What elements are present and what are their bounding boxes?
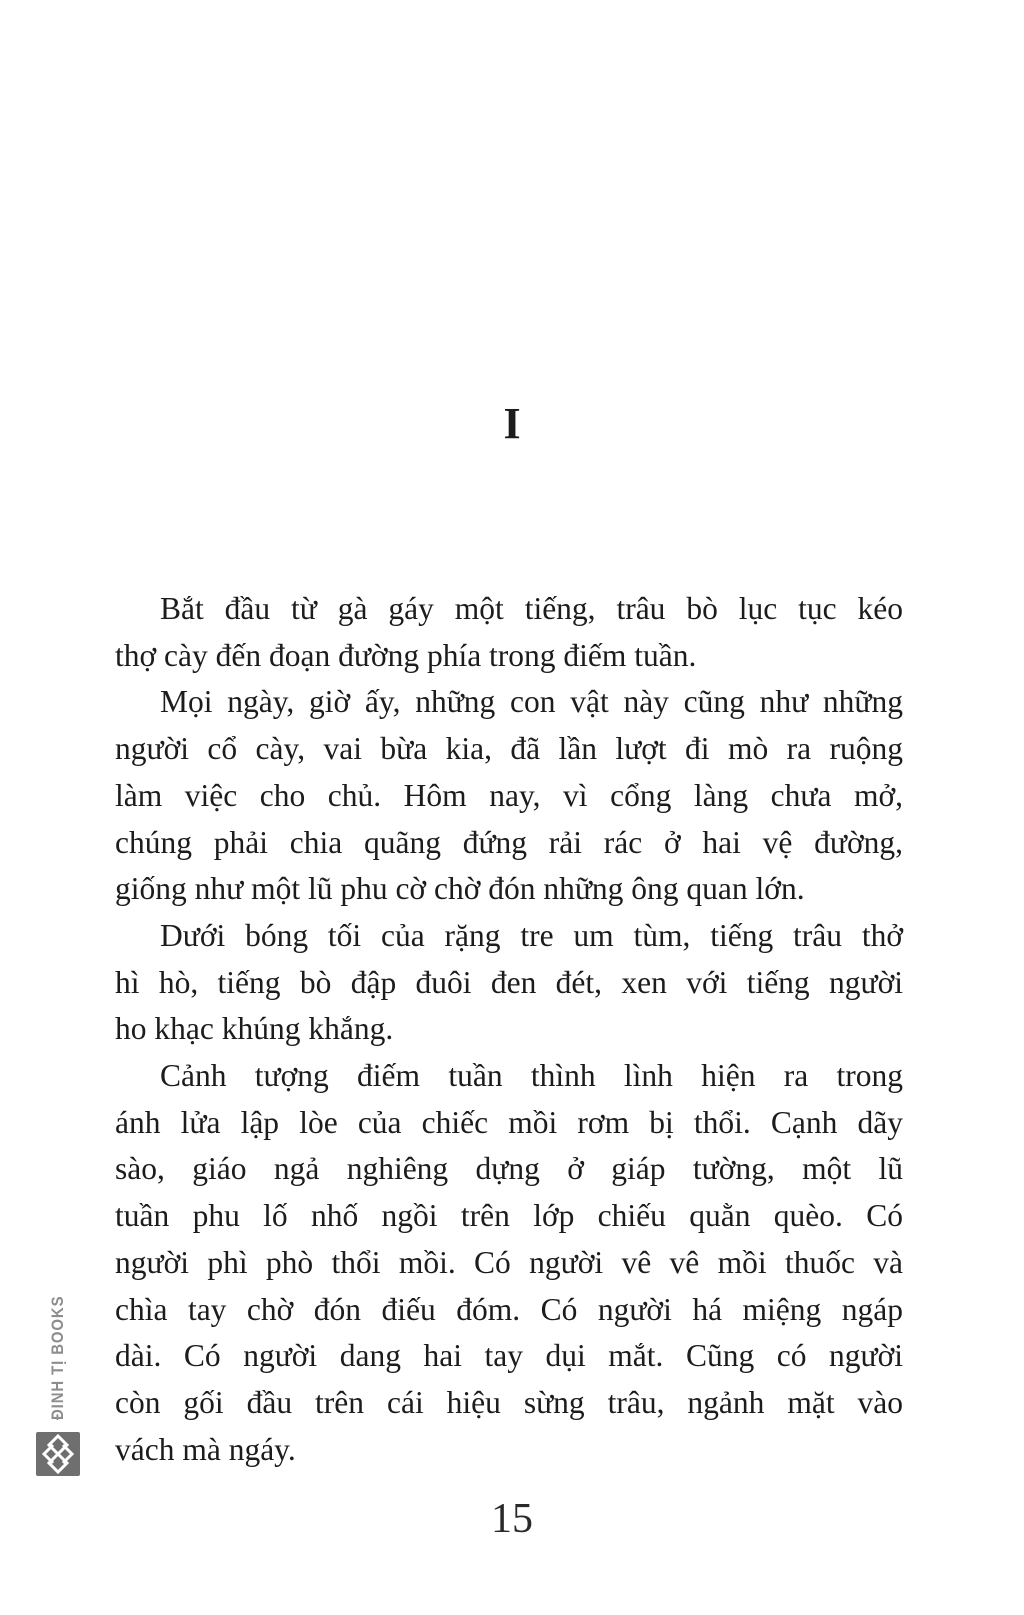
text-line: Bắt đầu từ gà gáy một tiếng, trâu bò lục tục kéo [160, 591, 903, 626]
text-line: ho khạc khúng khắng. [115, 1011, 394, 1047]
page-number: 15 [491, 1496, 533, 1542]
body-text [115, 586, 903, 1473]
diamond-motif-icon [36, 1432, 80, 1476]
text-line: Cảnh tượng điếm tuần thình lình hiện ra trong [160, 1058, 903, 1094]
text-line: ánh lửa lập lòe của chiếc mồi rơm bị thổi. Cạnh dãy [115, 1104, 903, 1140]
text-line: người cổ cày, vai bừa kia, đã lần lượt đi mò ra ruộng [115, 731, 903, 767]
text-line: tuần phu lố nhố ngồi trên lớp chiếu quằn quèo. Có [115, 1198, 903, 1234]
paragraph [115, 586, 903, 679]
text-line: Dưới bóng tối của rặng tre um tùm, tiếng trâu thở [160, 917, 903, 953]
text-line: hì hò, tiếng bò đập đuôi đen đét, xen với tiếng người [115, 964, 903, 1000]
paragraph [115, 913, 903, 1053]
paragraph [115, 679, 903, 913]
publisher-name: ĐINH TỊ BOOKS [48, 1295, 67, 1420]
text-line: chúng phải chia quãng đứng rải rác ở hai vệ đường, [115, 824, 903, 860]
text-line: sào, giáo ngả nghiêng dựng ở giáp tường, một lũ [115, 1151, 903, 1187]
text-line: vách mà ngáy. [115, 1431, 296, 1467]
text-line: giống như một lũ phu cờ chờ đón những ông quan lớn. [115, 871, 805, 907]
text-line: người phì phò thổi mồi. Có người vê vê mồi thuốc và [115, 1244, 903, 1280]
paragraph [115, 1053, 903, 1473]
text-line: thợ cày đến đoạn đường phía trong điếm tuần. [115, 637, 697, 673]
text-line: chìa tay chờ đón điếu đóm. Có người há miệng ngáp [115, 1291, 903, 1327]
text-line: còn gối đầu trên cái hiệu sừng trâu, ngảnh mặt vào [115, 1384, 903, 1420]
text-line: làm việc cho chủ. Hôm nay, vì cổng làng chưa mở, [115, 777, 903, 813]
chapter-heading: I [503, 399, 521, 448]
text-line: dài. Có người dang hai tay dụi mắt. Cũng có người [115, 1338, 903, 1374]
text-line: Mọi ngày, giờ ấy, những con vật này cũng như những [160, 684, 903, 720]
publisher-logo-icon [36, 1432, 80, 1476]
